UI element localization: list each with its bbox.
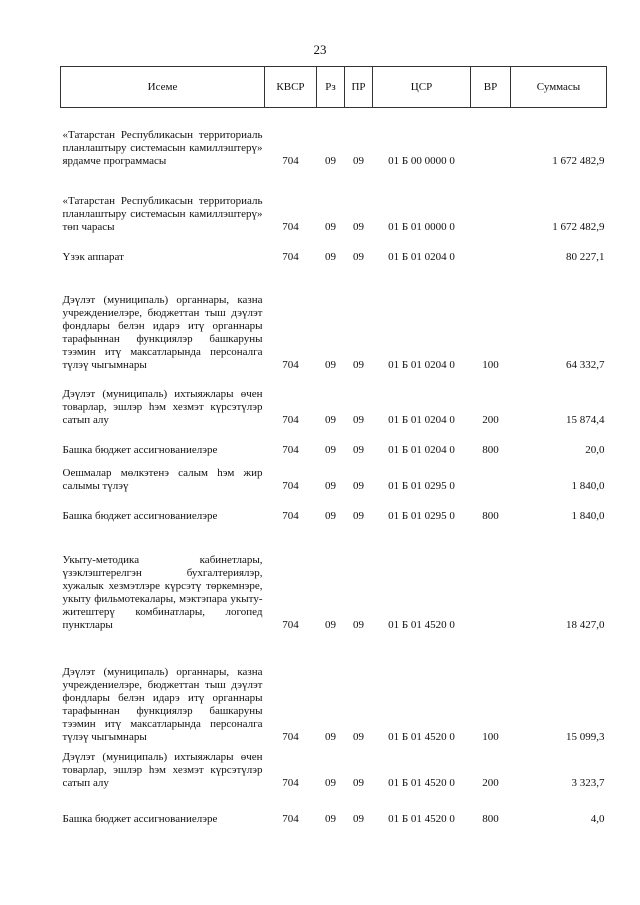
row-vr [471,108,511,168]
row-rz: 09 [325,730,336,743]
row-sum: 18 427,0 [566,618,605,631]
table-row [61,427,607,457]
header-rz: Рз [317,67,345,108]
row-sum: 20,0 [585,443,605,456]
row-kvsr: 704 [282,220,299,233]
table-row [61,457,607,493]
row-rz: 09 [325,776,336,789]
row-sum: 15 099,3 [566,730,605,743]
row-name: Дэүлэт (муниципаль) органнары, казна учреждениелэре, бюджеттан тыш дэүлэт фондлары белэн идарэ итү органнары тарафыннан функциялэр башкаруны тээмин итү максатларында персоналга түлэү чыгымнары [62,293,263,371]
row-rz: 09 [325,479,336,492]
row-sum: 4,0 [590,812,605,825]
row-sum: 1 672 482,9 [552,220,605,233]
row-name: Оешмалар мөлкэтенэ салым һэм жир салымы түлэү [62,466,263,492]
row-pr: 09 [353,776,364,789]
row-csr: 01 Б 01 4520 0 [388,730,455,743]
row-pr: 09 [353,154,364,167]
budget-table [60,66,607,826]
row-rz: 09 [325,413,336,426]
row-kvsr: 704 [282,618,299,631]
row-rz: 09 [325,812,336,825]
row-vr: 100 [482,358,499,371]
table-row [61,790,607,826]
header-name: Исеме [61,67,265,108]
row-name: Дэүлэт (муниципаль) ихтыяжлары өчен товарлар, эшлэр һэм хезмэт күрсэтүлэр сатып алу [62,387,263,426]
row-vr [471,457,511,493]
row-pr: 09 [353,618,364,631]
row-pr: 09 [353,812,364,825]
row-vr: 100 [482,730,499,743]
row-kvsr: 704 [282,812,299,825]
table-row [61,493,607,523]
row-rz: 09 [325,443,336,456]
row-pr: 09 [353,479,364,492]
row-sum: 1 672 482,9 [552,154,605,167]
row-vr: 800 [482,812,499,825]
row-name: Башка бюджет ассигнованиелэре [62,509,218,522]
row-kvsr: 704 [282,413,299,426]
row-csr: 01 Б 01 0295 0 [388,509,455,522]
row-name: Үзэк аппарат [62,250,124,263]
row-kvsr: 704 [282,776,299,789]
page-number: 23 [313,42,327,57]
row-rz: 09 [325,618,336,631]
row-vr [471,234,511,264]
row-name: Дэүлэт (муниципаль) ихтыяжлары өчен товарлар, эшлэр һэм хезмэт күрсэтүлэр сатып алу [62,750,263,789]
row-csr: 01 Б 01 0204 0 [388,443,455,456]
row-sum: 64 332,7 [566,358,605,371]
row-vr [471,523,511,632]
row-sum: 1 840,0 [571,509,605,522]
table-row [61,744,607,790]
row-pr: 09 [353,413,364,426]
table-row [61,632,607,744]
row-csr: 01 Б 01 0204 0 [388,250,455,263]
row-rz: 09 [325,220,336,233]
table-row [61,108,607,168]
header-pr: ПР [345,67,373,108]
row-name: «Татарстан Республикасын территориаль планлаштыру системасын камиллэштерү» ярдамче программасы [62,128,263,167]
row-rz: 09 [325,509,336,522]
row-rz: 09 [325,358,336,371]
row-name: Башка бюджет ассигнованиелэре [62,443,218,456]
row-csr: 01 Б 01 4520 0 [388,812,455,825]
row-name: Укыту-методика кабинетлары, үзэклэштерелгэн бухгалтериялэр, хужалык хезмэтлэре күрсэтү төркемнэре, укыту фильмотекалары, мэктэпара укыту-житештерү комбинатлары, логопед пунктлары [62,553,263,631]
row-name: Башка бюджет ассигнованиелэре [62,812,218,825]
row-vr [471,168,511,234]
table-header-row [61,67,607,108]
row-kvsr: 704 [282,479,299,492]
row-name: «Татарстан Республикасын территориаль планлаштыру системасын камиллэштерү» төп чарасы [62,194,263,233]
row-csr: 01 Б 01 0000 0 [388,220,455,233]
row-vr: 800 [482,443,499,456]
row-csr: 01 Б 00 0000 0 [388,154,455,167]
row-csr: 01 Б 01 0204 0 [388,413,455,426]
row-pr: 09 [353,730,364,743]
row-vr: 200 [482,413,499,426]
row-pr: 09 [353,509,364,522]
header-kvsr: КВСР [265,67,317,108]
table-row [61,234,607,264]
row-rz: 09 [325,154,336,167]
row-vr: 200 [482,776,499,789]
row-pr: 09 [353,358,364,371]
row-csr: 01 Б 01 0204 0 [388,358,455,371]
header-sum: Суммасы [511,67,607,108]
row-kvsr: 704 [282,509,299,522]
row-kvsr: 704 [282,730,299,743]
header-vr: ВР [471,67,511,108]
row-kvsr: 704 [282,358,299,371]
row-csr: 01 Б 01 0295 0 [388,479,455,492]
row-vr: 800 [482,509,499,522]
header-csr: ЦСР [373,67,471,108]
table-row [61,168,607,234]
row-kvsr: 704 [282,154,299,167]
row-sum: 15 874,4 [566,413,605,426]
row-rz: 09 [325,250,336,263]
row-kvsr: 704 [282,250,299,263]
row-sum: 3 323,7 [571,776,605,789]
table-row [61,523,607,632]
row-pr: 09 [353,443,364,456]
row-csr: 01 Б 01 4520 0 [388,618,455,631]
row-sum: 80 227,1 [566,250,605,263]
row-pr: 09 [353,220,364,233]
row-kvsr: 704 [282,443,299,456]
row-pr: 09 [353,250,364,263]
table-row [61,372,607,427]
table-row [61,264,607,372]
row-csr: 01 Б 01 4520 0 [388,776,455,789]
row-sum: 1 840,0 [571,479,605,492]
row-name: Дэүлэт (муниципаль) органнары, казна учреждениелэре, бюджеттан тыш дэүлэт фондлары белэн идарэ итү органнары тарафыннан функциялэр башкаруны тээмин итү максатларында персоналга түлэү чыгымнары [62,665,263,743]
